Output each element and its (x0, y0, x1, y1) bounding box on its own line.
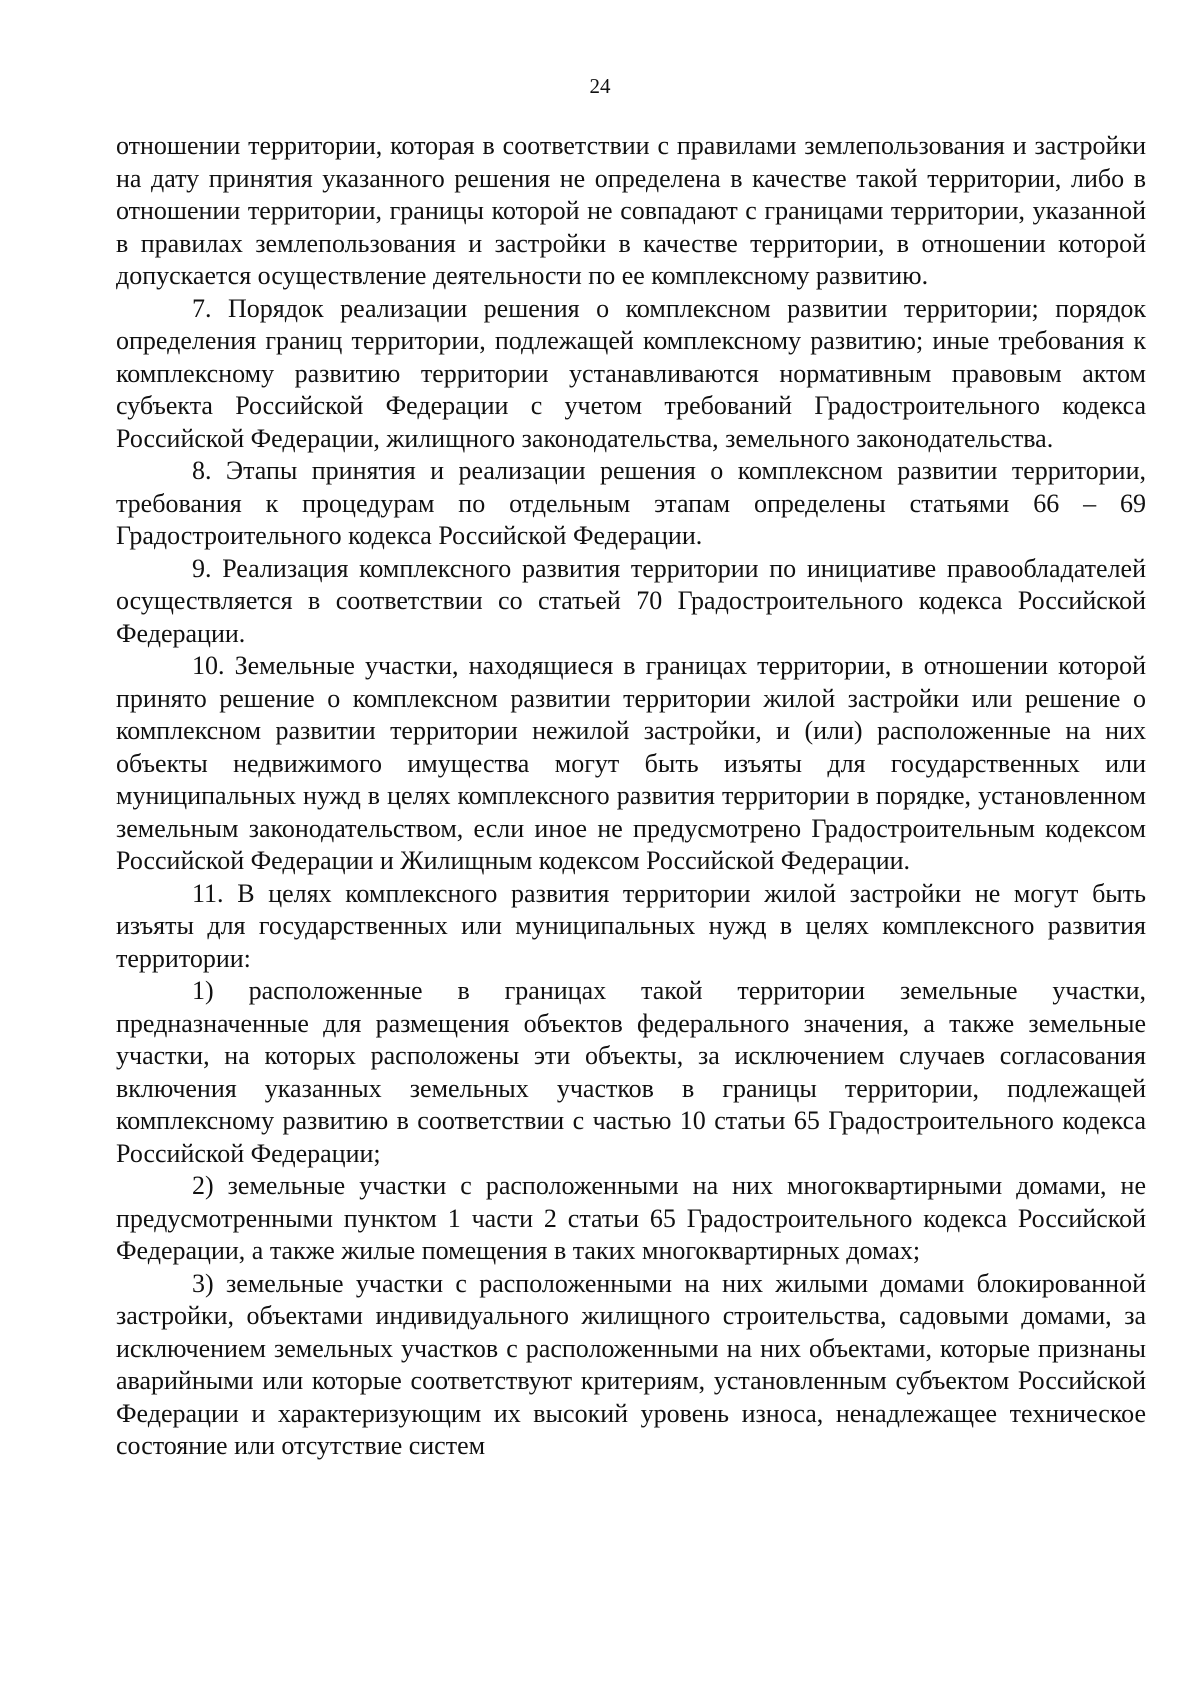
paragraph-9: 9. Реализация комплексного развития территории по инициативе правообладателей осуществляется в соответствии со статьей 70 Градостроительного кодекса Российской Федерации. (116, 553, 1146, 648)
paragraph-11: 11. В целях комплексного развития территории жилой застройки не могут быть изъяты для государственных или муниципальных нужд в целях комплексного развития территории: (116, 878, 1146, 973)
page-number: 24 (589, 74, 611, 98)
list-item-3: 3) земельные участки с расположенными на них жилыми домами блокированной застройки, объектами индивидуального жилищного строительства, садовыми домами, за исключением земельных участков с расположенными на них объектами, которые признаны аварийными или которые соответствуют критериям, установленным субъектом Российской Федерации и характеризующим их высокий уровень износа, ненадлежащее техническое состояние или отсутствие систем (116, 1268, 1146, 1460)
list-item-2: 2) земельные участки с расположенными на них многоквартирными домами, не предусмотренными пунктом 1 части 2 статьи 65 Градостроительного кодекса Российской Федерации, а также жилые помещения в таких многоквартирных домах; (116, 1171, 1146, 1265)
paragraph-7: 7. Порядок реализации решения о комплексном развитии территории; порядок определения границ территории, подлежащей комплексному развитию; иные требования к комплексному развитию территории устанавливаются нормативным правовым актом субъекта Российской Федерации с учетом требований Градостроительного кодекса Российской Федерации, жилищного законодательства, земельного законодательства. (116, 293, 1146, 453)
paragraph-continuation: отношении территории, которая в соответствии с правилами землепользования и застройки на дату принятия указанного решения не определена в качестве такой территории, либо в отношении территории, границы которой не совпадают с границами территории, указанной в правилах землепользования и застройки в качестве территории, в отношении которой допускается осуществление деятельности по ее комплексному развитию. (116, 131, 1146, 290)
paragraph-10: 10. Земельные участки, находящиеся в границах территории, в отношении которой принято решение о комплексном развитии территории жилой застройки или решение о комплексном развитии территории нежилой застройки, и (или) расположенные на них объекты недвижимого имущества могут быть изъяты для государственных или муниципальных нужд в целях комплексного развития территории в порядке, установленном земельным законодательством, если иное не предусмотрено Градостроительным кодексом Российской Федерации и Жилищным кодексом Российской Федерации. (116, 651, 1146, 875)
document-body (116, 130, 1146, 1463)
paragraph-8: 8. Этапы принятия и реализации решения о комплексном развитии территории, требования к процедурам по отдельным этапам определены статьями 66 – 69 Градостроительного кодекса Российской Федерации. (116, 456, 1146, 550)
list-item-1: 1) расположенные в границах такой территории земельные участки, предназначенные для размещения объектов федерального значения, а также земельные участки, на которых расположены эти объекты, за исключением случаев согласования включения указанных земельных участков в границы территории, подлежащей комплексному развитию в соответствии с частью 10 статьи 65 Градостроительного кодекса Российской Федерации; (116, 976, 1146, 1168)
